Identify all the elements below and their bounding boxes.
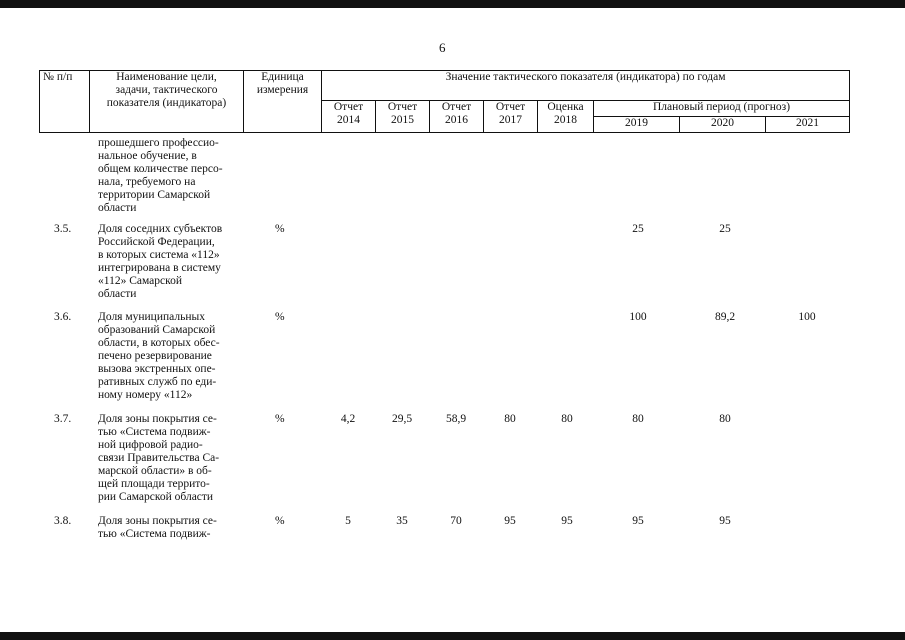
row-name-line: марской области» в об-: [98, 465, 212, 477]
row-name: [98, 137, 238, 215]
header-year-value: 2014: [337, 114, 360, 126]
row-value-2020: 89,2: [714, 311, 736, 323]
row-value-2014: 5: [345, 515, 351, 527]
row-value-2017: 95: [504, 515, 516, 527]
row-name-line: нала, требуемого на: [98, 176, 196, 188]
header-year-label: Отчет: [333, 101, 364, 113]
header-plan-year: 2019: [594, 117, 680, 133]
row-value-2016: 70: [450, 515, 462, 527]
header-year-value: 2015: [391, 114, 414, 126]
row-value-2020: 80: [719, 413, 731, 425]
row-value-2020: 95: [719, 515, 731, 527]
row-name-line: Доля соседних субъектов: [98, 223, 223, 235]
row-value-2014: 4,2: [340, 413, 356, 425]
row-unit: %: [275, 311, 285, 323]
header-unit: [244, 71, 322, 133]
row-value-2019: 25: [632, 223, 644, 235]
row-unit: %: [275, 515, 285, 527]
scan-border-bottom: [0, 632, 905, 640]
row-name-line: ной цифровой радио-: [98, 439, 203, 451]
row-name-line: Доля зоны покрытия се-: [98, 413, 217, 425]
row-value-2015: 29,5: [391, 413, 413, 425]
row-name-line: в которых система «112»: [98, 249, 220, 261]
row-name: [98, 515, 238, 541]
header-year-label: Оценка: [547, 101, 584, 113]
row-name-line: ративных служб по еди-: [98, 376, 217, 388]
row-value-2019: 80: [632, 413, 644, 425]
row-value-2021: 100: [798, 311, 816, 323]
header-year-2018: [538, 101, 594, 133]
row-unit: %: [275, 223, 285, 235]
row-value-2015: 35: [396, 515, 408, 527]
header-name-line: показателя (индикатора): [106, 97, 227, 109]
header-unit-line: Единица: [261, 71, 304, 83]
row-value-2019: 100: [629, 311, 647, 323]
row-number: 3.6.: [54, 311, 72, 323]
header-year-2015: [376, 101, 430, 133]
row-name-line: области: [98, 202, 137, 214]
page-number: 6: [439, 40, 446, 55]
header-plan-title: Плановый период (прогноз): [594, 101, 850, 117]
header-year-value: 2017: [499, 114, 522, 126]
header-name: [90, 71, 244, 133]
row-name-line: щей площади террито-: [98, 478, 210, 490]
row-number: 3.7.: [54, 413, 72, 425]
header-year-2017: [484, 101, 538, 133]
row-name-line: Российской Федерации,: [98, 236, 215, 248]
row-name-line: прошедшего профессио-: [98, 137, 219, 149]
row-name-line: области, в которых обес-: [98, 337, 220, 349]
table-header: [39, 70, 850, 133]
row-name: [98, 413, 238, 504]
header-name-line: Наименование цели,: [116, 71, 217, 83]
row-number: 3.8.: [54, 515, 72, 527]
header-values-title: Значение тактического показателя (индикатора) по годам: [322, 71, 850, 101]
row-value-2016: 58,9: [445, 413, 467, 425]
header-year-label: Отчет: [495, 101, 526, 113]
row-value-2019: 95: [632, 515, 644, 527]
header-plan-year: 2021: [766, 117, 850, 133]
row-name-line: ному номеру «112»: [98, 389, 193, 401]
header-year-value: 2016: [445, 114, 468, 126]
header-year-label: Отчет: [441, 101, 472, 113]
row-name-line: Доля зоны покрытия се-: [98, 515, 217, 527]
row-name: [98, 311, 238, 402]
row-value-2018: 95: [561, 515, 573, 527]
row-value-2020: 25: [719, 223, 731, 235]
header-year-label: Отчет: [387, 101, 418, 113]
header-year-2014: [322, 101, 376, 133]
row-name-line: тью «Система подвиж-: [98, 528, 211, 540]
row-name-line: рии Самарской области: [98, 491, 214, 503]
row-name-line: Доля муниципальных: [98, 311, 205, 323]
row-name-line: тью «Система подвиж-: [98, 426, 211, 438]
header-year-2016: [430, 101, 484, 133]
row-name-line: печено резервирование: [98, 350, 212, 362]
row-name-line: образований Самарской: [98, 324, 216, 336]
header-name-line: задачи, тактического: [115, 84, 218, 96]
row-name-line: области: [98, 288, 137, 300]
header-np: № п/п: [40, 71, 90, 133]
scan-border-top: [0, 0, 905, 8]
row-name-line: связи Правительства Са-: [98, 452, 220, 464]
row-name-line: «112» Самарской: [98, 275, 183, 287]
row-name-line: вызова экстренных опе-: [98, 363, 216, 375]
header-unit-line: измерения: [256, 84, 309, 96]
header-year-value: 2018: [554, 114, 577, 126]
row-name: [98, 223, 238, 301]
row-name-line: нальное обучение, в: [98, 150, 197, 162]
row-value-2018: 80: [561, 413, 573, 425]
row-name-line: общем количестве персо-: [98, 163, 223, 175]
row-number: 3.5.: [54, 223, 72, 235]
row-name-line: территории Самарской: [98, 189, 211, 201]
header-plan-year: 2020: [680, 117, 766, 133]
row-name-line: интегрирована в систему: [98, 262, 221, 274]
row-value-2017: 80: [504, 413, 516, 425]
row-unit: %: [275, 413, 285, 425]
